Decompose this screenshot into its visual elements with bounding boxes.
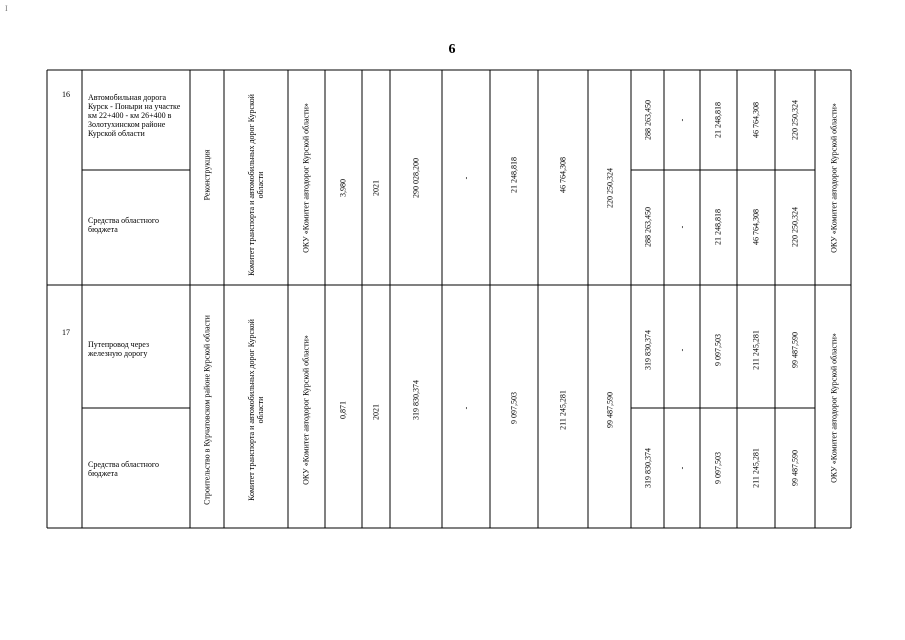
row-17-top-value-1: 9 097,503 xyxy=(713,334,723,366)
row-17-value-3: 99 487,590 xyxy=(605,392,615,428)
row-16-bottom-total: 288 263,450 xyxy=(643,207,653,247)
row-16-top-value-3: 220 250,324 xyxy=(790,100,800,140)
row-17-builder: ОКУ «Комитет автодорог Курской области» xyxy=(301,335,311,485)
row-17-top-total: 319 830,374 xyxy=(643,330,653,370)
row-17-before: - xyxy=(461,406,471,410)
row-17-top-value-2: 211 245,281 xyxy=(751,330,761,370)
row-16-estimate: 290 028,200 xyxy=(411,158,421,198)
row-17-top-before: - xyxy=(677,348,687,352)
row-17-capacity: 0,871 xyxy=(338,401,348,419)
row-17-customer: Комитет транспорта и автомобильных дорог Курской области xyxy=(247,319,265,501)
row-16-executor: ОКУ «Комитет автодорог Курской области» xyxy=(829,103,839,253)
row-16-number: 16 xyxy=(62,90,70,99)
row-16-top-total: 288 263,450 xyxy=(643,100,653,140)
row-17-top-value-3: 99 487,590 xyxy=(790,332,800,368)
row-17-executor: ОКУ «Комитет автодорог Курской области» xyxy=(829,333,839,483)
row-17-value-1: 9 097,503 xyxy=(509,392,519,424)
row-16-work-type: Реконструкция xyxy=(202,149,212,201)
row-16-value-2: 46 764,308 xyxy=(558,157,568,193)
row-16-top-before: - xyxy=(677,118,687,122)
row-16-value-1: 21 248,818 xyxy=(509,157,519,193)
row-16-funding-source: Средства областного бюджета xyxy=(88,216,159,234)
row-16-year: 2021 xyxy=(371,180,381,196)
row-17-estimate: 319 830,374 xyxy=(411,380,421,420)
row-17-object-name: Путепровод через железную дорогу xyxy=(88,340,150,358)
row-17-value-2: 211 245,281 xyxy=(558,390,568,430)
row-17-work-type: Строительство в Курчатовском районе Курской области xyxy=(202,315,212,505)
row-16-bottom-value-2: 46 764,308 xyxy=(751,209,761,245)
row-16-capacity: 3,980 xyxy=(338,179,348,197)
row-16-bottom-value-3: 220 250,324 xyxy=(790,207,800,247)
row-16-top-value-1: 21 248,818 xyxy=(713,102,723,138)
row-17-bottom-value-3: 99 487,590 xyxy=(790,450,800,486)
row-16-top-value-2: 46 764,308 xyxy=(751,102,761,138)
row-17-bottom-value-2: 211 245,281 xyxy=(751,448,761,488)
row-16-customer: Комитет транспорта и автомобильных дорог Курской области xyxy=(247,94,265,276)
row-16-before: - xyxy=(461,176,471,180)
row-16-bottom-before: - xyxy=(677,225,687,229)
page-number: 6 xyxy=(448,42,456,57)
row-17-year: 2021 xyxy=(371,404,381,420)
row-17-bottom-value-1: 9 097,503 xyxy=(713,452,723,484)
row-17-funding-source: Средства областного бюджета xyxy=(88,460,159,478)
row-16-value-3: 220 250,324 xyxy=(605,168,615,208)
row-17-bottom-before: - xyxy=(677,466,687,470)
row-16-object-name: Автомобильная дорога Курск - Поныри на участке км 22+400 - км 26+400 в Золотухинском районе Курской области xyxy=(88,93,181,138)
row-17-bottom-total: 319 830,374 xyxy=(643,448,653,488)
corner-mark: I xyxy=(5,4,8,13)
row-16-bottom-value-1: 21 248,818 xyxy=(713,209,723,245)
row-16-builder: ОКУ «Комитет автодорог Курской области» xyxy=(301,103,311,253)
row-17-number: 17 xyxy=(62,328,70,337)
